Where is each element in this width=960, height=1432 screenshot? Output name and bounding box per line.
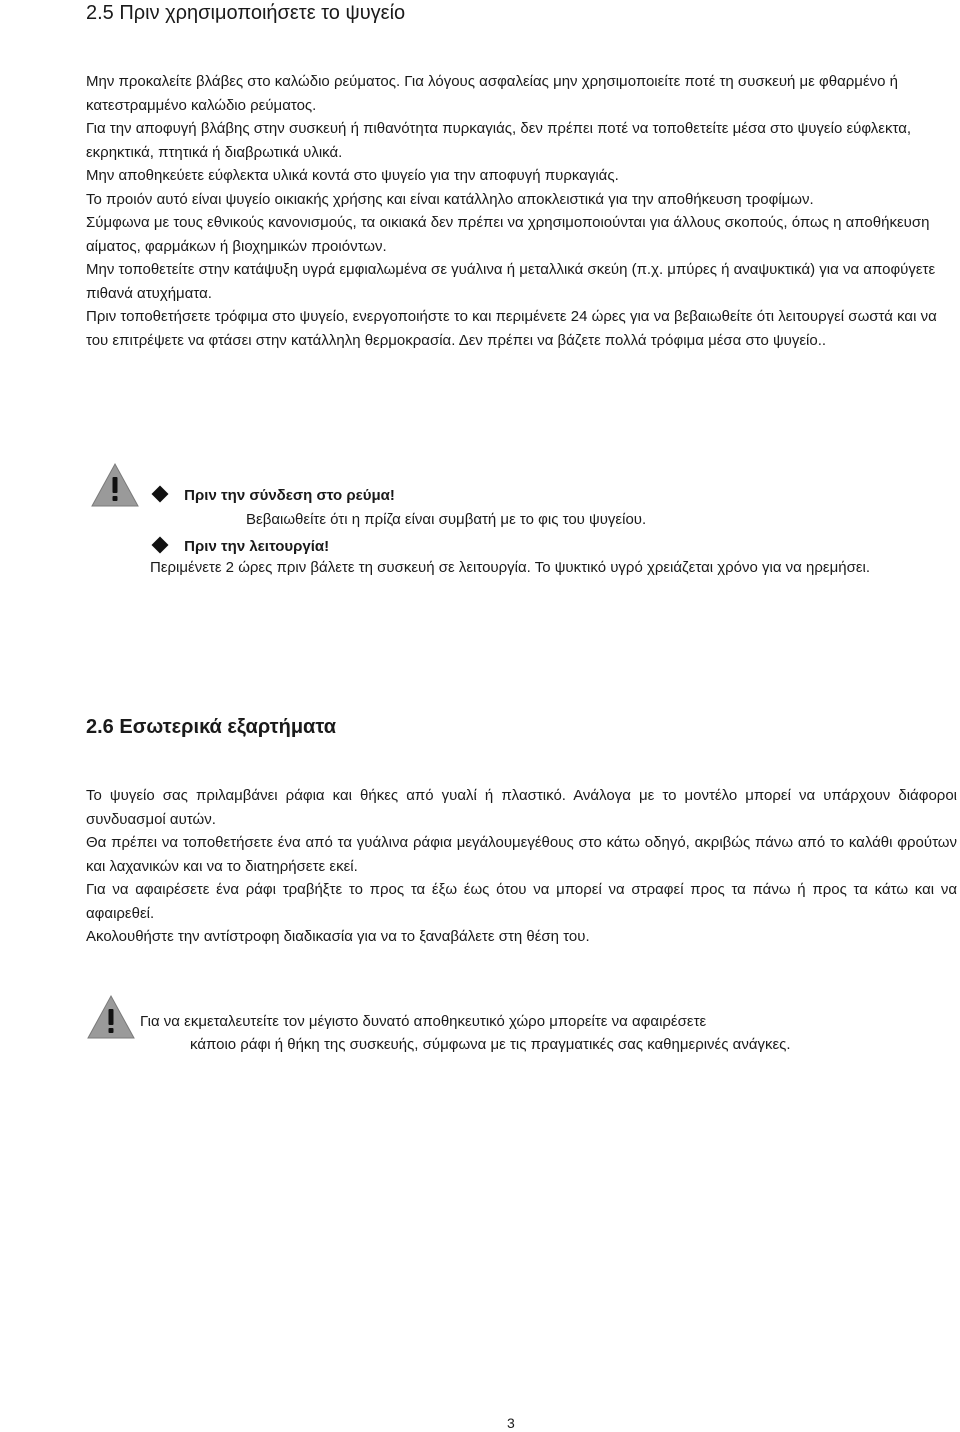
section-body [86, 70, 952, 352]
paragraph: Μην τοποθετείτε στην κατάψυξη υγρά εμφιαλωμένα σε γυάλινα ή μεταλλικά σκεύη (π.χ. μπύρες ή αναψυκτικά) για να αποφύγετε πιθανά ατυχήματα. [86, 261, 936, 302]
paragraph: Για να αφαιρέσετε ένα ράφι τραβήξτε το προς τα έξω έως ότου να μπορεί να στραφεί προς τα πάνω ή προς τα κάτω και να αφαιρεθεί. [86, 881, 957, 922]
warning-item [154, 535, 329, 558]
section-body [86, 784, 957, 949]
warning-triangle-icon [86, 994, 136, 1045]
page-number: 3 [507, 1415, 515, 1431]
warning-text: κάποιο ράφι ή θήκη της συσκευής, σύμφωνα με τις πραγματικές σας καθημερινές ανάγκες. [190, 1036, 791, 1053]
warning-item-text: Περιμένετε 2 ώρες πριν βάλετε τη συσκευή σε λειτουργία. Το ψυκτικό υγρό χρειάζεται χρόνο για να ηρεμήσει. [150, 559, 871, 576]
paragraph: Θα πρέπει να τοποθετήσετε ένα από τα γυάλινα ράφια μεγάλουμεγέθους στο κάτω οδηγό, ακριβώς πάνω από το καλάθι φρούτων και λαχανικών και να το διατηρήσετε εκεί. [86, 834, 957, 875]
warning-item-title: Πριν την σύνδεση στο ρεύμα! [184, 487, 395, 504]
warning-item-title: Πριν την λειτουργία! [184, 538, 330, 555]
warning-item-text: Βεβαιωθείτε ότι η πρίζα είναι συμβατή με το φις του ψυγείου. [246, 511, 647, 528]
warning-triangle-icon [90, 462, 140, 513]
section-title: 2.5 Πριν χρησιμοποιήσετε το ψυγείο [86, 2, 406, 24]
paragraph: Πριν τοποθετήσετε τρόφιμα στο ψυγείο, ενεργοποιήστε το και περιμένετε 24 ώρες για να βεβαιωθείτε ότι λειτουργεί σωστά και να του επιτρέψετε να φτάσει στην κατάλληλη θερμοκρασία. Δεν πρέπει να βάζετε πολλά τρόφιμα μέσα στο ψυγείο.. [86, 308, 937, 349]
diamond-bullet-icon [152, 486, 169, 503]
paragraph: Το προιόν αυτό είναι ψυγείο οικιακής χρήσης και είναι κατάλληλο αποκλειστικά για την αποθήκευση τροφίμων. [86, 190, 814, 208]
diamond-bullet-icon [152, 537, 169, 554]
paragraph: Σύμφωνα με τους εθνικούς κανονισμούς, τα οικιακά δεν πρέπει να χρησιμοποιούνται για άλλους σκοπούς, όπως η αποθήκευση αίματος, φαρμάκων ή βιοχημικών προιόντων. [86, 214, 930, 255]
paragraph: Μην προκαλείτε βλάβες στο καλώδιο ρεύματος. Για λόγους ασφαλείας μην χρησιμοποιείτε ποτέ τη συσκευή με φθαρμένο ή κατεστραμμένο καλώδιο ρεύματος. [86, 73, 898, 114]
warning-text: Για να εκμεταλευτείτε τον μέγιστο δυνατό αποθηκευτικό χώρο μπορείτε να αφαιρέσετε [140, 1013, 707, 1030]
section-title: 2.6 Εσωτερικά εξαρτήματα [86, 716, 337, 738]
paragraph: Για την αποφυγή βλάβης στην συσκευή ή πιθανότητα πυρκαγιάς, δεν πρέπει ποτέ να τοποθετείτε μέσα στο ψυγείο εύφλεκτα, εκρηκτικά, πτητικά ή διαβρωτικά υλικά. [86, 120, 912, 161]
paragraph: Ακολουθήστε την αντίστροφη διαδικασία για να το ξαναβάλετε στη θέση του. [86, 928, 590, 945]
paragraph: Μην αποθηκεύετε εύφλεκτα υλικά κοντά στο ψυγείο για την αποφυγή πυρκαγιάς. [86, 167, 619, 184]
warning-item [154, 484, 395, 507]
paragraph: Το ψυγείο σας πριλαμβάνει ράφια και θήκες από γυαλί ή πλαστικό. Ανάλογα με το μοντέλο μπορεί να υπάρχουν διάφοροι συνδυασμοί αυτών. [86, 787, 957, 828]
